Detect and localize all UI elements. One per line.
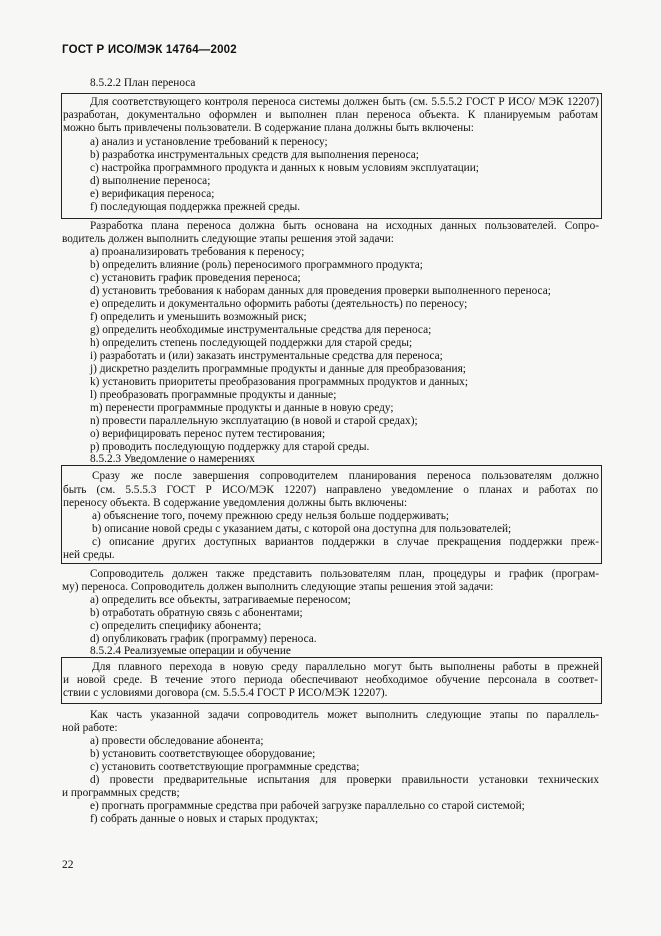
p3-line-2: ной работе: [62,722,118,734]
p1-item-l: l) преобразовать программные продукты и данные; [90,389,337,401]
p1-item-n: n) провести параллельную эксплуатацию (в новой и старой средах); [90,415,418,427]
box1-item-a: a) анализ и установление требований к переносу; [90,136,328,148]
p1-item-j: j) дискретно разделить программные продукты и данные для преобразования; [90,363,466,375]
p1-item-i: i) разработать и (или) заказать инструментальные средства для переноса; [90,350,443,362]
p3-line-1: Как часть указанной задачи сопроводитель может выполнить следующие этапы по параллель- [90,709,599,721]
box1-item-d: d) выполнение переноса; [90,175,211,187]
p1-item-c: c) установить график проведения переноса; [90,272,301,284]
p3-item-d-tail: и программных средств; [62,787,180,799]
box2-item-c: c) описание других доступных вариантов поддержки в случае прекращения поддержки преж- [92,536,599,548]
p3-item-a: a) провести обследование абонента; [90,735,264,747]
box3-line-1: Для плавного перехода в новую среду параллельно могут быть выполнены работы в прежней [92,661,599,673]
box1-item-f: f) последующая поддержка прежней среды. [90,201,301,213]
p2-item-b: b) отработать обратную связь с абонентами; [90,607,303,619]
section-heading-8-5-2-3: 8.5.2.3 Уведомление о намерениях [90,453,255,465]
p3-item-e: e) прогнать программные средства при рабочей загрузке параллельно со старой системой; [90,800,525,812]
box2-item-a: а) объяснение того, почему прежнюю среду нельзя больше поддерживать; [92,510,449,522]
box2-item-b: b) описание новой среды с указанием даты, с которой она доступна для пользователей; [92,523,512,535]
box2-line-2: быть (см. 5.5.5.3 ГОСТ Р ИСО/МЭК 12207) направлено уведомление о планах и работах по [63,484,598,496]
p2-line-1: Сопроводитель должен также представить пользователям план, процедуры и график (програм- [90,568,599,580]
p3-item-b: b) установить соответствующее оборудование; [90,748,316,760]
box1-line-2: разработан, документально оформлен и выполнен план переноса объекта. К планируемым работам [63,109,598,121]
section-heading-8-5-2-2: 8.5.2.2 План переноса [90,77,196,89]
p1-item-g: g) определить необходимые инструментальные средства для переноса; [90,324,432,336]
p1-line-2: водитель должен выполнить следующие этапы решения этой задачи: [62,233,394,245]
p2-line-2: му) переноса. Сопроводитель должен выполнить следующие этапы решения этой задачи: [62,581,494,593]
p3-item-d: d) провести предварительные испытания для проверки правильности установки технических [90,774,599,786]
p1-item-h: h) определить степень последующей поддержки для старой среды; [90,337,413,349]
box2-item-c-tail: ней среды. [63,549,115,561]
box1-line-1: Для соответствующего контроля переноса системы должен быть (см. 5.5.5.2 ГОСТ Р ИСО/ МЭК 12207) [90,96,599,108]
box1-item-c: c) настройка программного продукта и данных к новым условиям эксплуатации; [90,162,479,174]
box1-item-b: b) разработка инструментальных средств для выполнения переноса; [90,149,419,161]
section-heading-8-5-2-4: 8.5.2.4 Реализуемые операции и обучение [90,645,291,657]
p1-item-d: d) установить требования к наборам данных для проведения проверки выполненного переноса; [90,285,551,297]
p3-item-c: c) установить соответствующие программные средства; [90,761,360,773]
page-number: 22 [62,859,74,871]
p2-item-d: d) опубликовать график (программу) переноса. [90,633,317,645]
box1-line-3: можно быть привлечены пользователи. В содержание плана должны быть включены: [63,122,474,134]
p3-item-f: f) собрать данные о новых и старых продуктах; [90,813,319,825]
p1-item-m: m) перенести программные продукты и данные в новую среду; [90,402,394,414]
p1-item-o: o) верифицировать перенос путем тестирования; [90,428,326,440]
box3-line-2: и новой среде. В течение этого периода обеспечивают необходимое обучение персонала в соответ- [63,674,598,686]
p1-item-b: b) определить влияние (роль) переносимого программного продукта; [90,259,423,271]
p1-item-a: a) проанализировать требования к переносу; [90,246,305,258]
running-header: ГОСТ Р ИСО/МЭК 14764—2002 [62,44,237,56]
box1-item-e: e) верификация переноса; [90,188,215,200]
p1-line-1: Разработка плана переноса должна быть основана на исходных данных пользователей. Сопро- [90,220,599,232]
p1-item-f: f) определить и уменьшить возможный риск; [90,311,307,323]
box3-line-3: ствии с условиями договора (см. 5.5.5.4 ГОСТ Р ИСО/МЭК 12207). [63,687,388,699]
p2-item-a: a) определить все объекты, затрагиваемые переносом; [90,594,351,606]
box2-line-3: переносу объекта. В содержание уведомления должны быть включены: [63,497,408,509]
p1-item-p: p) проводить последующую поддержку для старой среды. [90,441,370,453]
p2-item-c: c) определить специфику абонента; [90,620,262,632]
box2-line-1: Сразу же после завершения сопроводителем планирования переноса пользователям должно [92,470,599,482]
p1-item-k: k) установить приоритеты преобразования программных продуктов и данных; [90,376,468,388]
p1-item-e: e) определить и документально оформить работы (деятельность) по переносу; [90,298,468,310]
